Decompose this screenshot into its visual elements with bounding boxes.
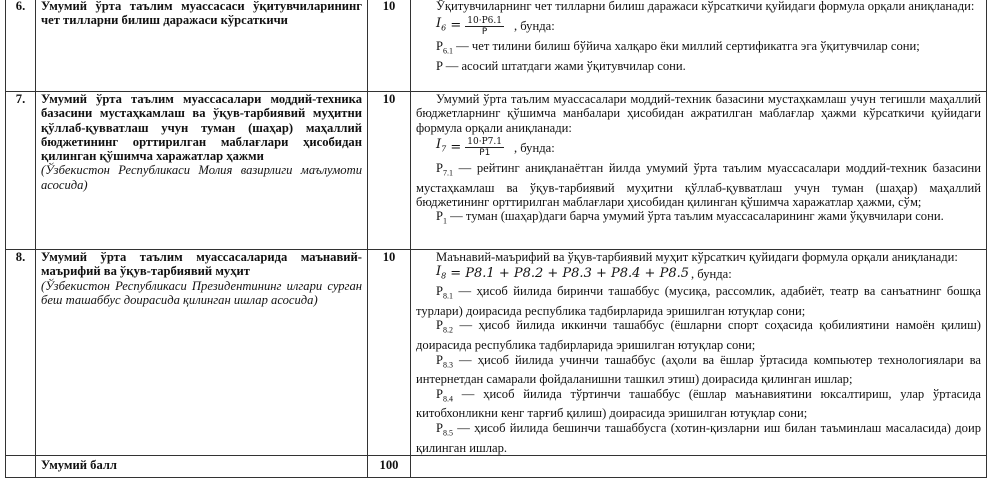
table-row bbox=[6, 0, 987, 92]
formula-tail: , бунда: bbox=[513, 19, 555, 34]
formula-lhs: $I_7$ bbox=[436, 137, 447, 155]
indicator-title-bold: Умумий ўрта таълим муассасаларида маънавий-маърифий ва ўқув-тарбиявий муҳит bbox=[41, 250, 362, 279]
description-intro: Ўқитувчиларнинг чет тилларни билиш даражаси кўрсаткичи қуйидаги формула орқали аниқланади: bbox=[436, 0, 975, 13]
formula: $I_6$ = $\frac{10\cdot P6.1}{P}$ , бунда: bbox=[436, 15, 555, 37]
definition: $P_{8.2}$ — ҳисоб йилида иккинчи ташаббус (ёшларни спорт соҳасида қобилиятини намоён қилиш) доирасида республика тадбирларида эришилган ютуқлар сони; bbox=[416, 318, 981, 353]
definition: $P_{6.1}$ — чет тилини билиш бўйича халқаро ёки миллий сертификатга эга ўқитувчилар сони; bbox=[436, 39, 920, 56]
definition: $P_{7.1}$ — рейтинг аниқланаётган йилда умумий ўрта таълим муассасалари моддий-техник базасини мустаҳкамлаш ва ўқув-тарбиявий муҳитни қўллаб-қувватлаш учун туман (шаҳар) маҳаллий бюджетининг орттирилган маблағлари ҳисобидан қилинган қўшимча харажатлар ҳажми, сўм; bbox=[416, 160, 981, 209]
row-number: 6. bbox=[6, 0, 36, 92]
formula-lhs: $I_8$ bbox=[436, 263, 447, 281]
formula-denominator: P1 bbox=[479, 148, 491, 159]
total-label: Умумий балл bbox=[36, 456, 368, 478]
indicator-title-bold: Умумий ўрта таълим муассасалари моддий-техника базасини мустаҳкамлаш ва ўқув-тарбиявий муҳитни қўллаб-қувватлаш учун туман (шаҳар) маҳаллий бюджетининг орттирилган маблағлари ҳисобидан қилинган қўшимча харажатлар ҳажми bbox=[41, 92, 362, 164]
row-number: 8. bbox=[6, 250, 36, 456]
indicator-score: 10 bbox=[368, 250, 411, 456]
formula-fraction bbox=[465, 16, 504, 37]
indicator-score: 10 bbox=[368, 0, 411, 92]
total-empty-cell bbox=[6, 456, 36, 478]
indicator-title-bold: Умумий ўрта таълим муассасаси ўқитувчиларининг чет тилларни билиш даражаси кўрсаткичи bbox=[41, 0, 362, 28]
table-row bbox=[6, 92, 987, 250]
formula-denominator: P bbox=[481, 26, 488, 37]
indicator-source-note: (Ўзбекистон Республикаси Президентининг илгари сурган беш ташаббус доирасида қилинган ишлар асосида) bbox=[41, 278, 362, 307]
total-score: 100 bbox=[368, 456, 411, 478]
description-intro: Умумий ўрта таълим муассасалари моддий-техник базасини мустаҳкамлаш учун тегишли маҳаллий бюджетларнинг қўшимча манбалари ҳисобидан ажратилган маблағлар ҳажми кўрсаткичи қуйидаги формула орқали аниқланади: bbox=[416, 92, 981, 135]
formula-numerator: 10·P7.1 bbox=[467, 137, 502, 148]
definition: $P_{8.5}$ — ҳисоб йилида бешинчи ташаббусга (хотин-қизларни иш билан таъминлаш масаласида) доир қилинган ишлар. bbox=[416, 420, 981, 455]
indicator-title bbox=[36, 0, 368, 92]
formula-numerator: 10·P6.1 bbox=[467, 15, 502, 26]
formula-tail: , бунда: bbox=[513, 140, 555, 155]
indicator-score: 10 bbox=[368, 92, 411, 250]
formula: $I_7$ = $\frac{10\cdot P7.1}{P1}$ , бунда: bbox=[436, 137, 555, 159]
description-intro: Маънавий-маърифий ва ўқув-тарбиявий муҳит кўрсаткич қуйидаги формула орқали аниқланади: bbox=[436, 250, 958, 264]
definition: $P_{8.4}$ — ҳисоб йилида тўртинчи ташаббус (ёшлар маънавиятини юксалтириш, улар ўртасида китобхонликни кенг тарғиб қилиш) доирасида эришилган ютуқлар сони; bbox=[416, 386, 981, 421]
definition: $P_{8.1}$ — ҳисоб йилида биринчи ташаббус (мусиқа, рассомлик, адабиёт, театр ва санъатнинг бошқа турлари) доирасида республика тадбирларида эришилган ютуқлар сони; bbox=[416, 284, 981, 319]
formula-sum: = P8.1 + P8.2 + P8.3 + P8.4 + P8.5 bbox=[450, 266, 689, 282]
definition: $P_{8.3}$ — ҳисоб йилида учинчи ташаббус (аҳоли ва ёшлар ўртасида компьютер технологиялари ва интернетдан самарали фойдаланишни ташкил этиш) доирасида қилинган ишлар; bbox=[416, 352, 981, 387]
table-row bbox=[6, 250, 987, 456]
indicator-title bbox=[36, 92, 368, 250]
formula-tail: , бунда: bbox=[691, 267, 732, 282]
indicator-description bbox=[411, 0, 987, 92]
indicator-source-note: (Ўзбекистон Республикаси Молия вазирлиги маълумоти асосида) bbox=[41, 163, 362, 192]
row-number: 7. bbox=[6, 92, 36, 250]
definition: $P_1$ — туман (шаҳар)даги барча умумий ўрта таълим муассасаларининг жами ўқувчилари сони. bbox=[436, 209, 944, 226]
formula-lhs: $I_6$ bbox=[436, 15, 447, 33]
indicator-title bbox=[36, 250, 368, 456]
indicator-description bbox=[411, 92, 987, 250]
total-empty-cell bbox=[411, 456, 987, 478]
total-row bbox=[6, 456, 987, 478]
definition: P — асосий штатдаги жами ўқитувчилар сони. bbox=[436, 59, 686, 74]
indicator-description bbox=[411, 250, 987, 456]
formula-fraction bbox=[465, 137, 504, 158]
formula bbox=[436, 264, 981, 284]
indicators-table bbox=[5, 0, 987, 478]
